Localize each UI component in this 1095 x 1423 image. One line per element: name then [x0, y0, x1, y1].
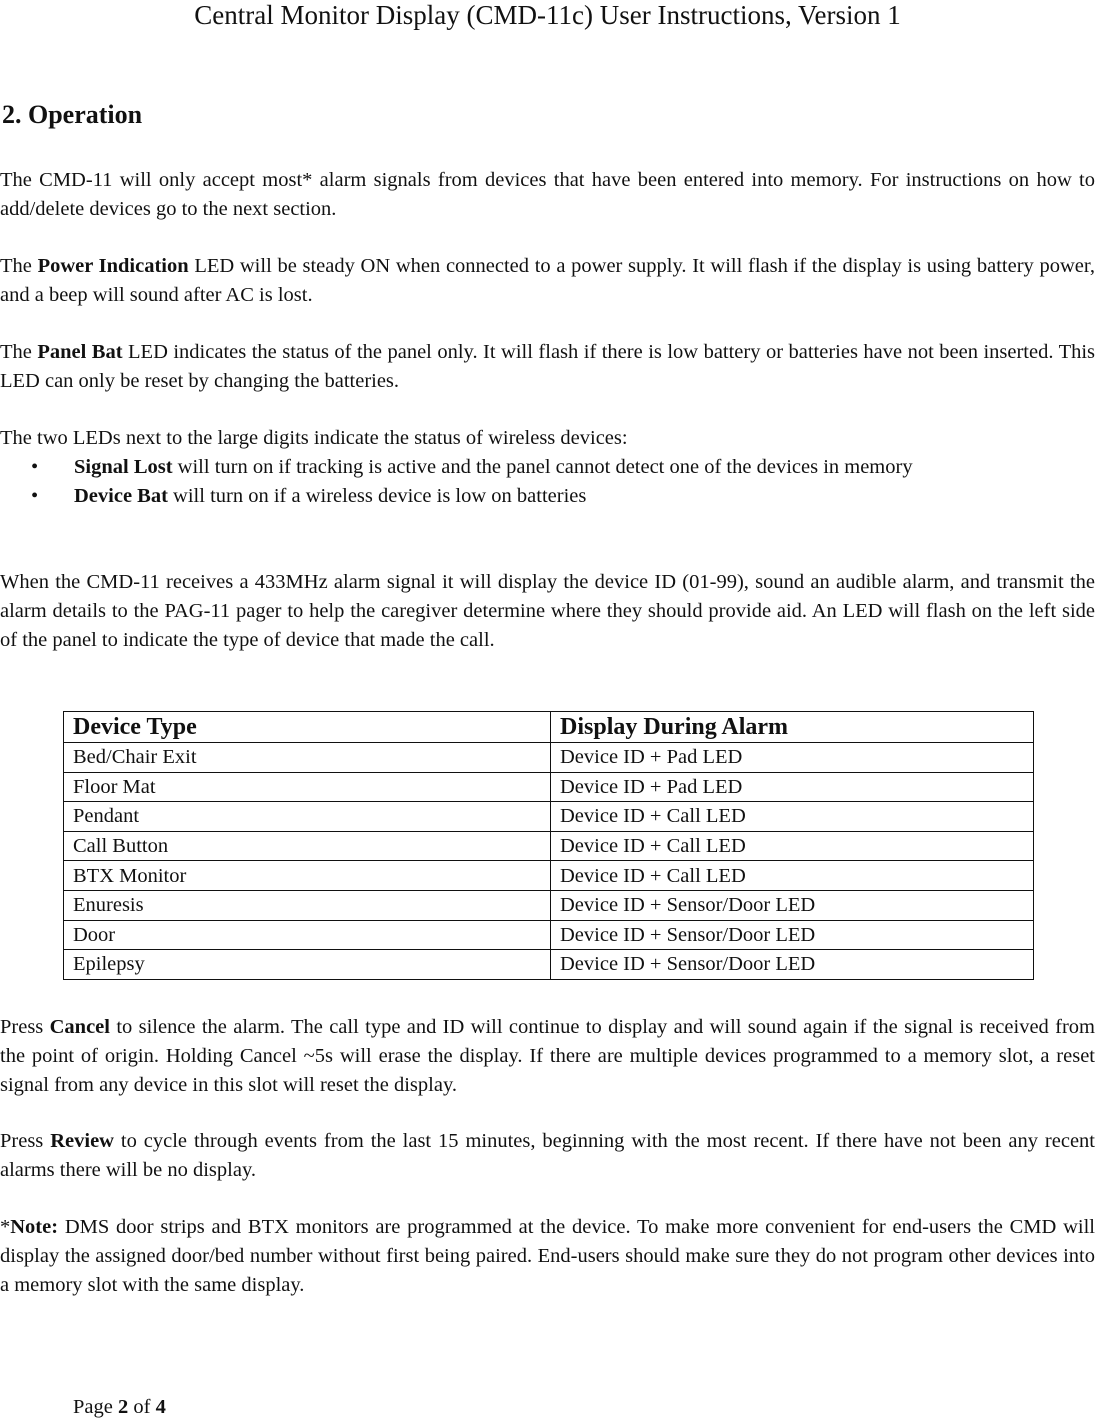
term-panel-bat: Panel Bat — [37, 341, 123, 363]
bullet-signal-lost — [0, 453, 1095, 482]
table-row — [64, 950, 1034, 980]
cell-display: Device ID + Call LED — [551, 802, 1034, 832]
column-header-display-during-alarm: Display During Alarm — [551, 712, 1034, 743]
device-type-table — [63, 711, 1034, 980]
text-fragment: to silence the alarm. The call type and ID will continue to display and will sound again if the signal is received from the point of origin. Holding Cancel ~5s will erase the display. If there are multiple devices programmed to a memory slot, a reset signal from any device in this slot will reset the display. — [0, 1016, 1095, 1096]
column-header-device-type: Device Type — [64, 712, 551, 743]
text-fragment: Press — [0, 1130, 51, 1152]
text-fragment: will turn on if tracking is active and the panel cannot detect one of the devices in memory — [172, 456, 913, 478]
page-label: Page — [73, 1396, 118, 1418]
text-fragment: DMS door strips and BTX monitors are programmed at the device. To make more convenient for end-users the CMD will display the assigned door/bed number without first being paired. End-users should make sure they do not program other devices into a memory slot with the same display. — [0, 1216, 1095, 1296]
bullet-dot-icon: • — [31, 456, 39, 478]
term-cancel: Cancel — [49, 1016, 110, 1038]
table-row — [64, 861, 1034, 891]
of-label: of — [128, 1396, 156, 1418]
bullet-device-bat — [0, 482, 1095, 511]
bullet-dot-icon: • — [31, 485, 39, 507]
text-fragment: The — [0, 341, 38, 363]
cell-display: Device ID + Pad LED — [551, 772, 1034, 802]
cell-display: Device ID + Call LED — [551, 831, 1034, 861]
text-fragment: will turn on if a wireless device is low on batteries — [167, 485, 587, 507]
cell-device-type: Call Button — [64, 831, 551, 861]
table-row — [64, 772, 1034, 802]
page-header-title: Central Monitor Display (CMD-11c) User Instructions, Version 1 — [194, 0, 901, 30]
table-row — [64, 743, 1034, 773]
paragraph-review — [0, 1127, 1095, 1185]
term-review: Review — [50, 1130, 114, 1152]
table-row — [64, 802, 1034, 832]
cell-device-type: Bed/Chair Exit — [64, 743, 551, 773]
text-fragment: Press — [0, 1016, 50, 1038]
cell-display: Device ID + Sensor/Door LED — [551, 890, 1034, 920]
paragraph-wireless-leds: The two LEDs next to the large digits indicate the status of wireless devices: — [0, 427, 628, 449]
paragraph-memory: The CMD-11 will only accept most* alarm signals from devices that have been entered into memory. For instructions on how to add/delete devices go to the next section. — [0, 169, 1095, 220]
page-number: 2 — [117, 1396, 129, 1418]
cell-display: Device ID + Sensor/Door LED — [551, 920, 1034, 950]
led-bullet-list — [0, 453, 1095, 511]
paragraph-panel-bat — [0, 338, 1095, 396]
text-fragment: LED indicates the status of the panel only. It will flash if there is low battery or batteries have not been inserted. This LED can only be reset by changing the batteries. — [0, 341, 1095, 392]
cell-display: Device ID + Pad LED — [551, 743, 1034, 773]
cell-device-type: Enuresis — [64, 890, 551, 920]
cell-display: Device ID + Sensor/Door LED — [551, 950, 1034, 980]
cell-device-type: Epilepsy — [64, 950, 551, 980]
text-fragment: The — [0, 255, 38, 277]
cell-device-type: Pendant — [64, 802, 551, 832]
table-header-row — [64, 712, 1034, 743]
table-row — [64, 831, 1034, 861]
paragraph-power-indication — [0, 252, 1095, 310]
paragraph-cancel — [0, 1013, 1095, 1100]
paragraph-alarm-signal: When the CMD-11 receives a 433MHz alarm signal it will display the device ID (01-99), sound an audible alarm, and transmit the alarm details to the PAG-11 pager to help the caregiver determine where they should provide aid. An LED will flash on the left side of the panel to indicate the type of device that made the call. — [0, 571, 1095, 651]
cell-display: Device ID + Call LED — [551, 861, 1034, 891]
section-heading: 2. Operation — [2, 100, 143, 129]
term-signal-lost: Signal Lost — [74, 456, 173, 478]
cell-device-type: Floor Mat — [64, 772, 551, 802]
page-total: 4 — [155, 1396, 166, 1418]
table-row — [64, 890, 1034, 920]
cell-device-type: BTX Monitor — [64, 861, 551, 891]
page-number-footer — [73, 1396, 166, 1419]
term-power-indication: Power Indication — [37, 255, 189, 277]
paragraph-note — [0, 1213, 1095, 1300]
text-fragment: * — [0, 1216, 11, 1238]
term-note: Note: — [10, 1216, 59, 1238]
text-fragment: to cycle through events from the last 15 minutes, beginning with the most recent. If there have not been any recent alarms there will be no display. — [0, 1130, 1095, 1181]
table-row — [64, 920, 1034, 950]
text-fragment: LED will be steady ON when connected to a power supply. It will flash if the display is using battery power, and a beep will sound after AC is lost. — [0, 255, 1095, 306]
cell-device-type: Door — [64, 920, 551, 950]
term-device-bat: Device Bat — [74, 485, 168, 507]
